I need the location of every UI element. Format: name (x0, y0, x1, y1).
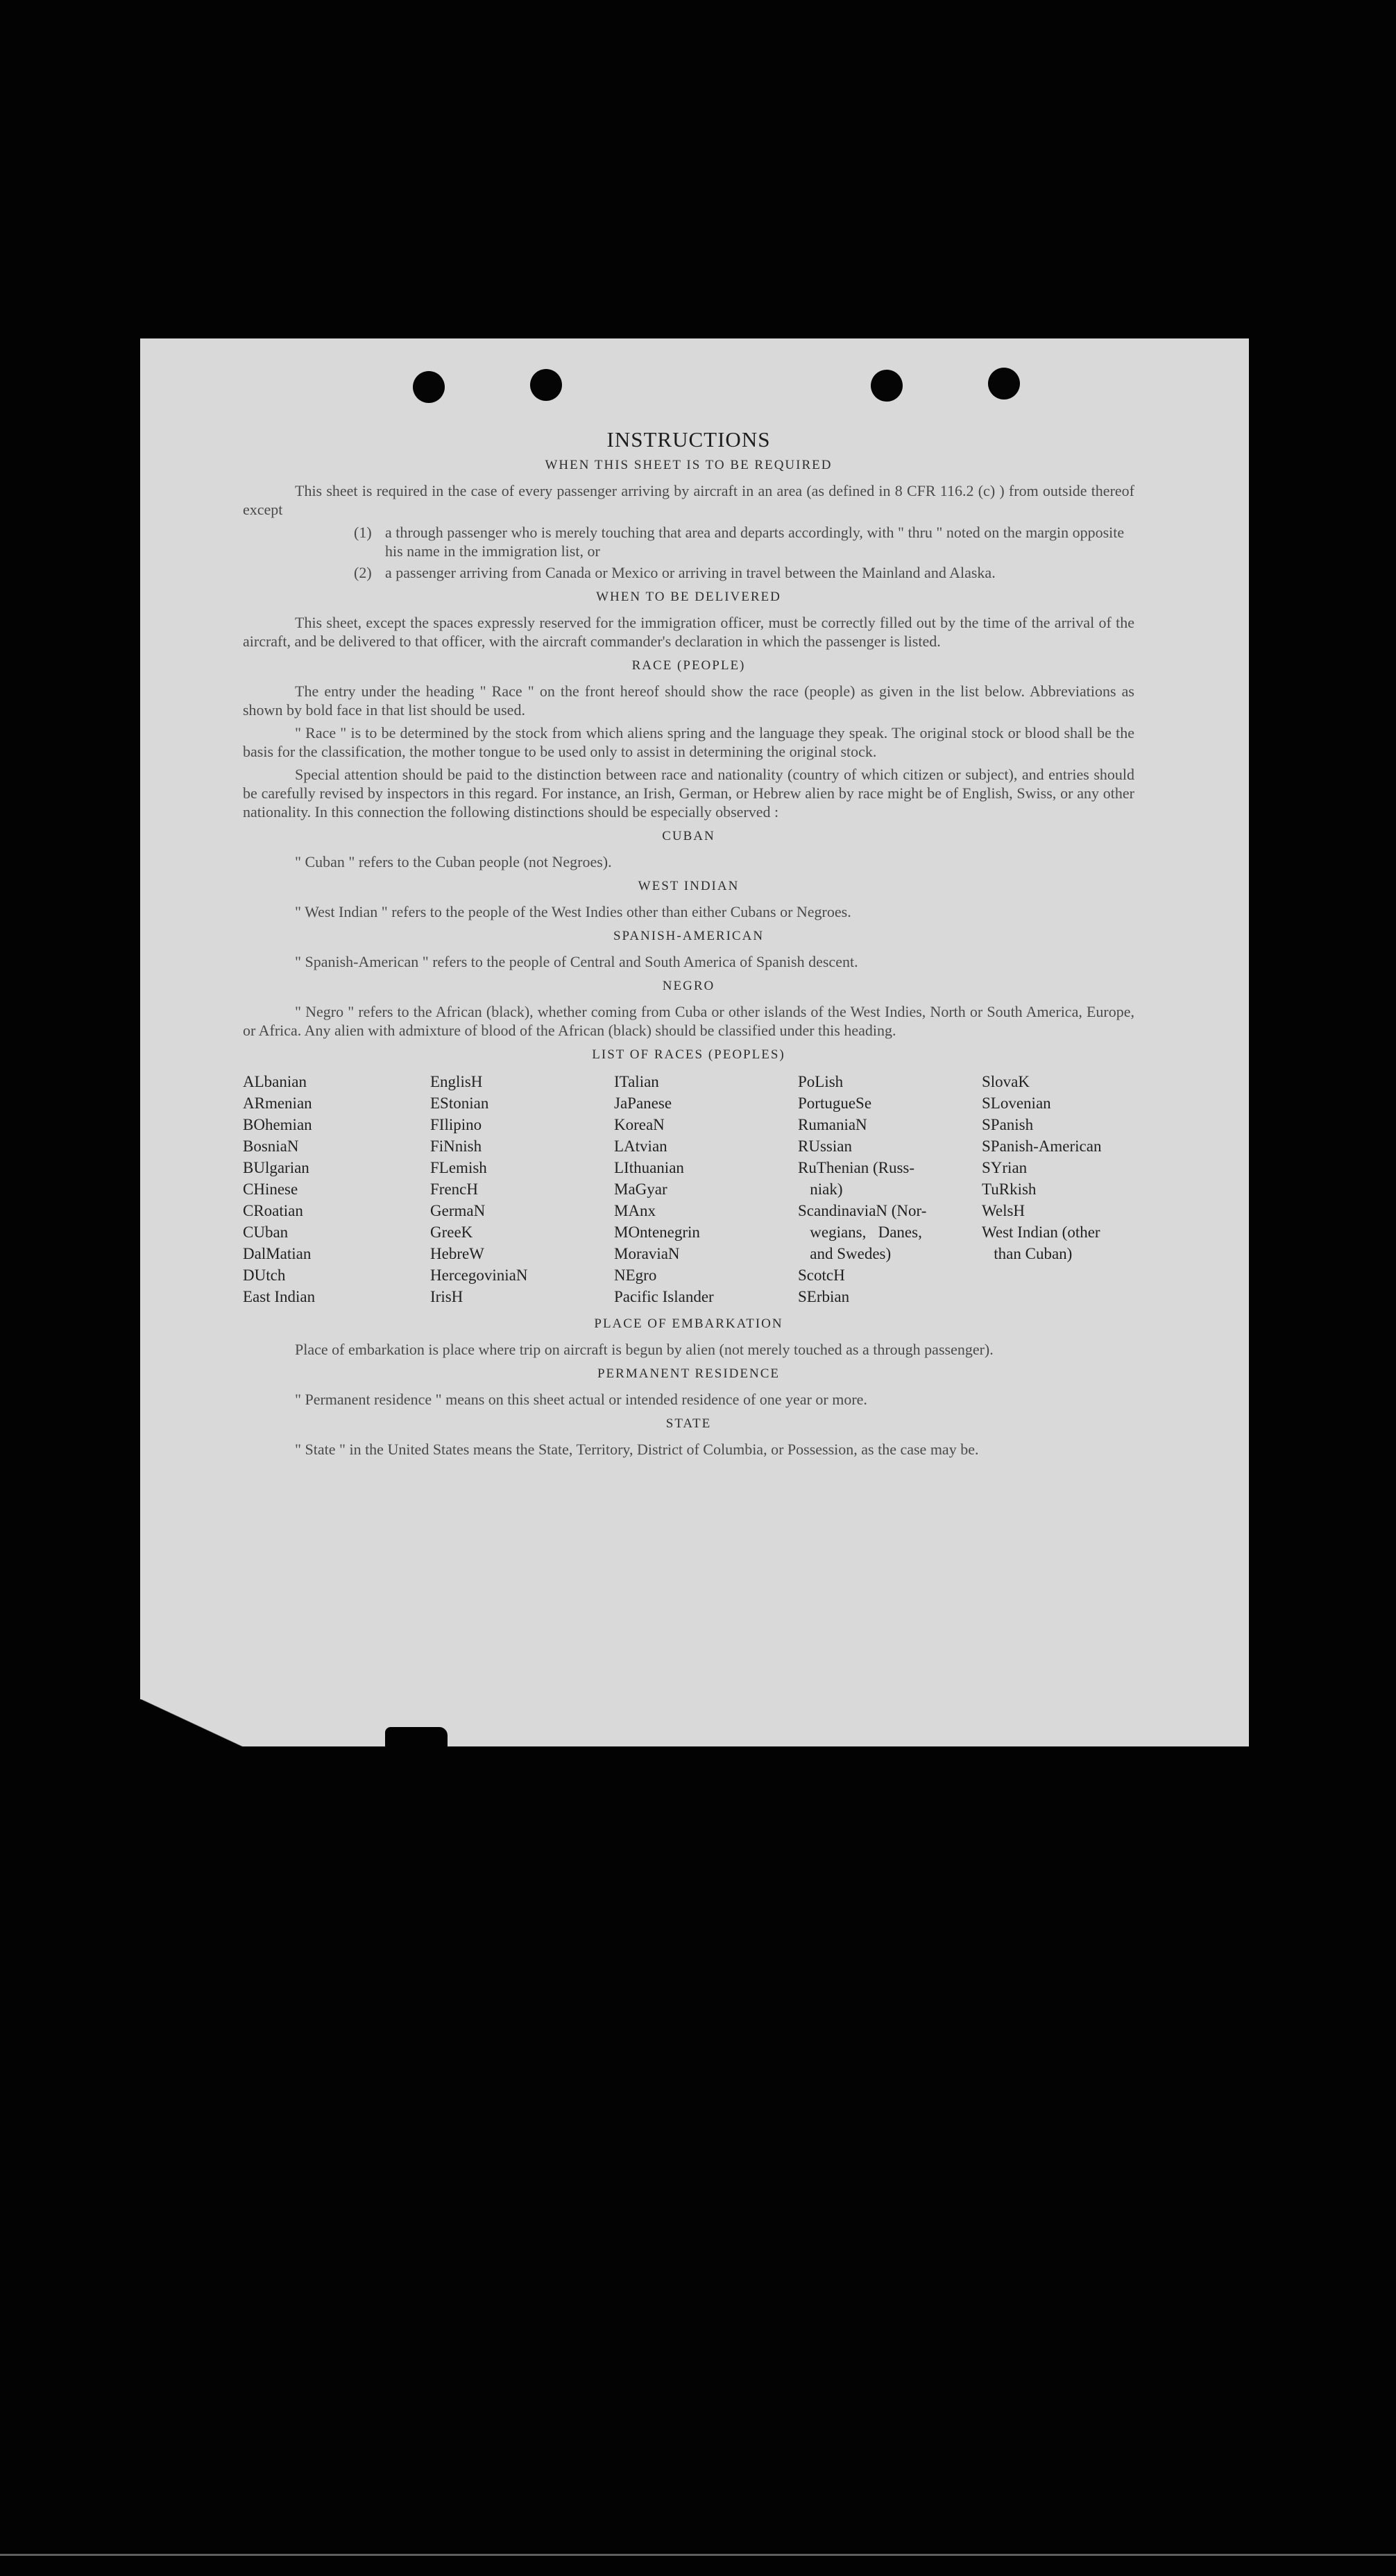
spanish-american-text: " Spanish-American " refers to the people of Central and South America of Spanish descent. (295, 953, 858, 970)
exception-text: a passenger arriving from Canada or Mexico or arriving in travel between the Mainland and Alaska. (385, 564, 996, 581)
race-entry: SPanish (982, 1116, 1034, 1133)
race-entry: RUssian (798, 1137, 852, 1155)
section-heading-spanish-american: SPANISH-AMERICAN (613, 929, 765, 943)
race-entry: GreeK (430, 1223, 473, 1241)
race-entry: than Cuban) (982, 1245, 1073, 1262)
race-paragraph: The entry under the heading " Race " on the front hereof should show the race (people) as given in the list below. Abbreviations as shown by bold face in that list should be used. (243, 682, 1134, 719)
race-entry: DUtch (243, 1266, 286, 1284)
west-indian-text: " West Indian " refers to the people of the West Indies other than either Cubans or Negroes. (295, 903, 851, 920)
race-entry: BUlgarian (243, 1159, 309, 1176)
race-entry: SPanish-American (982, 1137, 1102, 1155)
race-entry: Pacific Islander (614, 1288, 714, 1305)
scan-edge-line (0, 2554, 1396, 2556)
race-entry: RuThenian (Russ- (798, 1159, 915, 1176)
section-heading-west-indian: WEST INDIAN (638, 879, 740, 893)
race-entry: HercegoviniaN (430, 1266, 528, 1284)
punch-hole (988, 368, 1020, 400)
race-entry: BosniaN (243, 1137, 299, 1155)
race-entry: ScandinaviaN (Nor- (798, 1202, 927, 1219)
torn-corner (140, 1699, 244, 1748)
race-entry: WelsH (982, 1202, 1025, 1219)
race-entry: SYrian (982, 1159, 1028, 1176)
race-entry: SlovaK (982, 1073, 1030, 1090)
race-list (243, 1071, 1134, 1307)
race-entry: CUban (243, 1223, 289, 1241)
race-entry: HebreW (430, 1245, 484, 1262)
race-entry: FiNnish (430, 1137, 482, 1155)
section-heading-required: WHEN THIS SHEET IS TO BE REQUIRED (545, 458, 833, 472)
race-entry: MoraviaN (614, 1245, 680, 1262)
race-entry: PortugueSe (798, 1094, 872, 1112)
race-entry: FLemish (430, 1159, 487, 1176)
race-entry: KoreaN (614, 1116, 665, 1133)
race-entry: ScotcH (798, 1266, 845, 1284)
punch-hole (413, 371, 445, 403)
race-entry: LAtvian (614, 1137, 667, 1155)
race-entry: NEgro (614, 1266, 657, 1284)
race-entry: SLovenian (982, 1094, 1051, 1112)
punch-hole (871, 370, 903, 402)
section-heading-embarkation: PLACE OF EMBARKATION (594, 1316, 783, 1331)
race-entry: MAnx (614, 1202, 656, 1219)
race-entry: CHinese (243, 1180, 298, 1198)
race-entry (982, 1286, 1134, 1307)
race-entry: FrencH (430, 1180, 478, 1198)
required-intro: This sheet is required in the case of every passenger arriving by aircraft in an area (as defined in 8 CFR 116.2 (c) ) from outside thereof except (243, 482, 1134, 518)
document-body (243, 427, 1134, 1463)
section-heading-race: RACE (PEOPLE) (631, 658, 746, 673)
race-entry: West Indian (other (982, 1223, 1100, 1241)
race-entry: wegians, Danes, (798, 1223, 922, 1241)
race-entry: PoLish (798, 1073, 844, 1090)
exception-item (354, 523, 1134, 560)
race-paragraph: " Race " is to be determined by the stock from which aliens spring and the language they speak. The original stock or blood shall be the basis for the classification, the mother tongue to be used only to assist in determining the original stock. (243, 724, 1134, 760)
race-entry: FIlipino (430, 1116, 482, 1133)
race-entry: ALbanian (243, 1073, 307, 1090)
race-entry: LIthuanian (614, 1159, 684, 1176)
race-entry: RumaniaN (798, 1116, 867, 1133)
page-title: INSTRUCTIONS (606, 427, 771, 452)
race-entry: EStonian (430, 1094, 489, 1112)
exception-text: a through passenger who is merely touching that area and departs accordingly, with " thru " noted on the margin opposite his name in the immigration list, or (385, 524, 1125, 560)
delivered-text: This sheet, except the spaces expressly reserved for the immigration officer, must be correctly filled out by the time of the arrival of the aircraft, and be delivered to that officer, with the aircraft commander's declaration in which the passenger is listed. (243, 614, 1134, 650)
section-heading-delivered: WHEN TO BE DELIVERED (596, 590, 781, 604)
race-entry: MOntenegrin (614, 1223, 700, 1241)
race-entry: EnglisH (430, 1073, 483, 1090)
cuban-text: " Cuban " refers to the Cuban people (not Negroes). (295, 853, 612, 870)
race-entry: and Swedes) (798, 1245, 892, 1262)
race-entry: GermaN (430, 1202, 486, 1219)
state-text: " State " in the United States means the State, Territory, District of Columbia, or Possession, as the case may be. (295, 1441, 979, 1458)
torn-tab (385, 1727, 448, 1755)
race-entry: MaGyar (614, 1180, 667, 1198)
race-entry: IrisH (430, 1288, 463, 1305)
race-entry: JaPanese (614, 1094, 672, 1112)
negro-text: " Negro " refers to the African (black), whether coming from Cuba or other islands of the West Indies, North or South America, Europe, or Africa. Any alien with admixture of blood of the African (black) should be classified under this heading. (243, 1003, 1134, 1039)
section-heading-residence: PERMANENT RESIDENCE (597, 1366, 781, 1381)
punch-hole (530, 369, 562, 401)
race-entry: CRoatian (243, 1202, 303, 1219)
race-entry: ITalian (614, 1073, 659, 1090)
section-heading-state: STATE (665, 1416, 712, 1431)
race-entry (982, 1264, 1134, 1286)
race-entry: East Indian (243, 1288, 316, 1305)
embarkation-text: Place of embarkation is place where trip on aircraft is begun by alien (not merely touched as a through passenger). (295, 1341, 994, 1358)
race-entry: BOhemian (243, 1116, 312, 1133)
section-heading-race-list: LIST OF RACES (PEOPLES) (592, 1047, 785, 1062)
race-entry: DalMatian (243, 1245, 312, 1262)
race-entry: ARmenian (243, 1094, 312, 1112)
residence-text: " Permanent residence " means on this sheet actual or intended residence of one year or more. (295, 1391, 867, 1408)
exception-number: (2) (354, 564, 372, 581)
race-entry: SErbian (798, 1288, 850, 1305)
race-paragraph: Special attention should be paid to the distinction between race and nationality (country of which citizen or subject), and entries should be carefully revised by inspectors in this regard. For instance, an Irish, German, or Hebrew alien by race might be of English, Swiss, or any other nationality. In this connection the following distinctions should be especially observed : (243, 766, 1134, 821)
exception-number: (1) (354, 524, 372, 541)
section-heading-cuban: CUBAN (662, 829, 715, 843)
race-entry: TuRkish (982, 1180, 1037, 1198)
section-heading-negro: NEGRO (662, 979, 715, 993)
exception-item (354, 563, 1134, 582)
race-entry: niak) (798, 1180, 843, 1198)
